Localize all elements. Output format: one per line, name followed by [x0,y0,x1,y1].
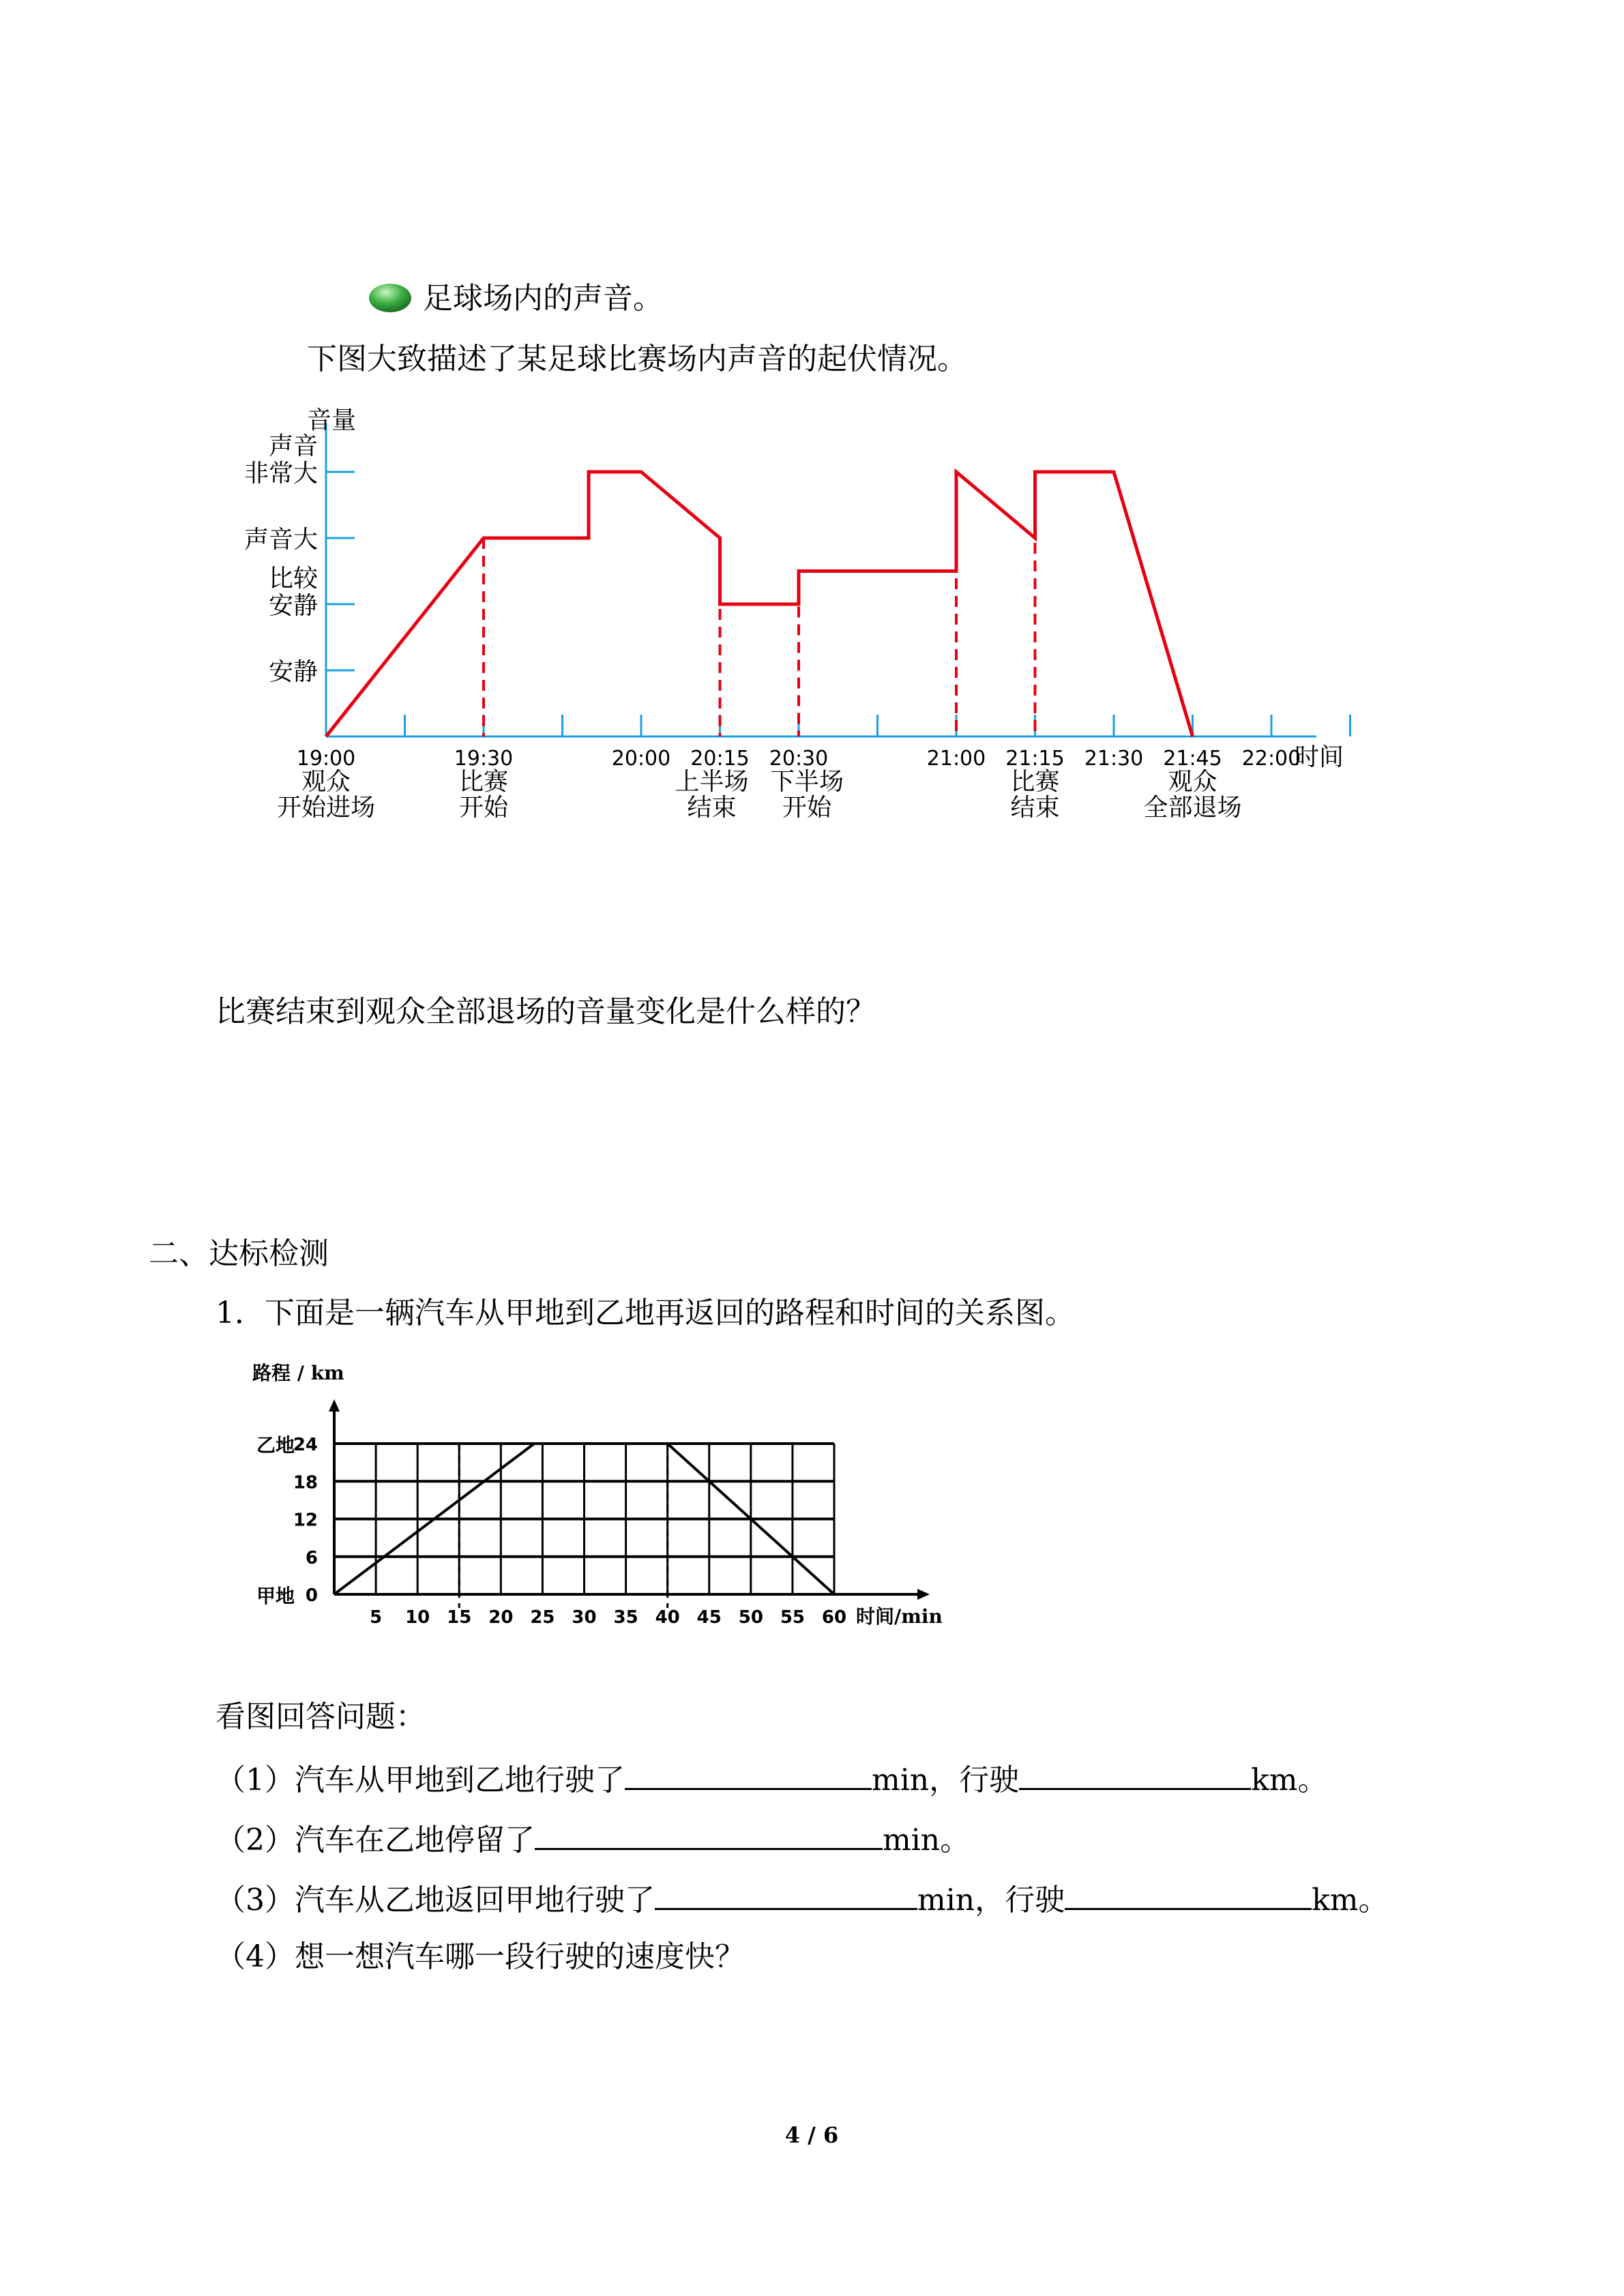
subq-4 [216,1939,745,1974]
subq-3-suffix: km。 [1312,1883,1389,1918]
event-annotation: 观众 [301,768,351,796]
subq-1-prefix: （1）汽车从甲地到乙地行驶了 [216,1763,625,1798]
distance-time-chart [232,1350,969,1657]
subq-1 [216,1762,1328,1798]
y-tick-label: 18 [293,1472,318,1493]
x-tick-label: 45 [696,1607,722,1628]
x-tick-label: 40 [655,1607,680,1628]
x-tick-label: 21:30 [1084,747,1144,771]
y-level-label: 安静 [268,592,318,620]
x-tick-label: 15 [447,1607,472,1628]
event-annotation: 开始 [458,794,509,822]
y-axis-title: 音量 [306,406,357,434]
subq-3-prefix: （3）汽车从乙地返回甲地行驶了 [216,1883,655,1918]
answer-blank-2[interactable] [535,1822,883,1850]
subq-4-prefix: （4）想一想汽车哪一段行驶的速度快？ [216,1939,745,1974]
answer-blank-1a[interactable] [625,1762,872,1790]
volume-line [326,472,1193,736]
y-tick-label: 24 [293,1435,318,1455]
x-tick-label: 20 [488,1607,514,1628]
intro-text: 下图大致描述了某足球比赛场内声音的起伏情况。 [307,342,967,376]
x-tick-label: 30 [572,1607,597,1628]
x-tick-label: 19:00 [296,747,356,771]
x-tick-label: 19:30 [454,747,514,771]
y-level-label: 声音 [268,432,318,460]
subq-1-mid: min，行驶 [872,1763,1020,1798]
subq-2 [216,1822,971,1858]
x-tick-label: 20:15 [690,747,750,771]
x-tick-label: 10 [405,1607,430,1628]
y-axis-arrow [329,1399,340,1412]
y-tick-label: 12 [293,1510,318,1531]
x-tick-label: 35 [613,1607,638,1628]
event-annotation: 上半场 [675,768,749,796]
y-place-label: 甲地 [256,1585,295,1607]
x-tick-label: 25 [530,1607,555,1628]
event-annotation: 开始进场 [276,794,376,822]
subq-2-suffix: min。 [883,1823,971,1858]
event-annotation: 全部退场 [1143,794,1242,822]
event-annotation: 下半场 [769,768,844,796]
event-annotation: 比赛 [1010,768,1060,796]
y-place-label: 乙地 [256,1434,295,1457]
x-tick-label: 21:00 [926,747,986,771]
section2-title: 二、达标检测 [149,1236,329,1271]
answer-blank-3b[interactable] [1065,1882,1312,1910]
y-tick-label: 0 [305,1585,318,1606]
subq-3 [216,1882,1389,1918]
x-tick-label: 20:00 [611,747,671,771]
x-tick-label: 21:45 [1163,747,1222,771]
page-number: 4 / 6 [784,2122,839,2148]
event-annotation: 比赛 [458,768,509,796]
y-level-label: 声音大 [243,526,318,554]
x-tick-label: 60 [821,1607,847,1628]
x-axis-title: 时间 [1295,743,1344,771]
question-1: 1．下面是一辆汽车从甲地到乙地再返回的路程和时间的关系图。 [216,1296,1075,1330]
x-axis-title: 时间/min [856,1605,943,1628]
y-level-label: 安静 [268,658,318,686]
question-main: 比赛结束到观众全部退场的音量变化是什么样的？ [216,994,876,1029]
x-axis-arrow [917,1589,930,1600]
y-tick-label: 6 [305,1547,318,1568]
answer-blank-1b[interactable] [1019,1762,1251,1790]
y-level-label: 比较 [268,565,318,593]
sound-level-chart [0,382,1624,859]
look-prompt: 看图回答问题： [216,1699,426,1734]
y-level-label: 非常大 [243,460,318,488]
x-tick-label: 55 [780,1607,806,1628]
subq-3-mid: min，行驶 [917,1883,1065,1918]
subq-1-suffix: km。 [1251,1763,1328,1798]
section-title: 足球场内的声音。 [423,281,663,316]
subq-2-prefix: （2）汽车在乙地停留了 [216,1823,535,1858]
x-tick-label: 5 [370,1607,383,1628]
y-axis-title: 路程 / km [252,1362,344,1384]
event-annotation: 结束 [687,794,737,822]
x-tick-label: 20:30 [769,747,829,771]
event-annotation: 结束 [1010,794,1060,822]
answer-blank-3a[interactable] [655,1882,917,1910]
x-tick-label: 21:15 [1005,747,1065,771]
green-bullet-icon [367,281,413,315]
event-annotation: 开始 [782,794,832,822]
x-tick-label: 50 [738,1607,763,1628]
x-tick-label: 22:00 [1241,747,1301,771]
event-annotation: 观众 [1168,768,1217,796]
